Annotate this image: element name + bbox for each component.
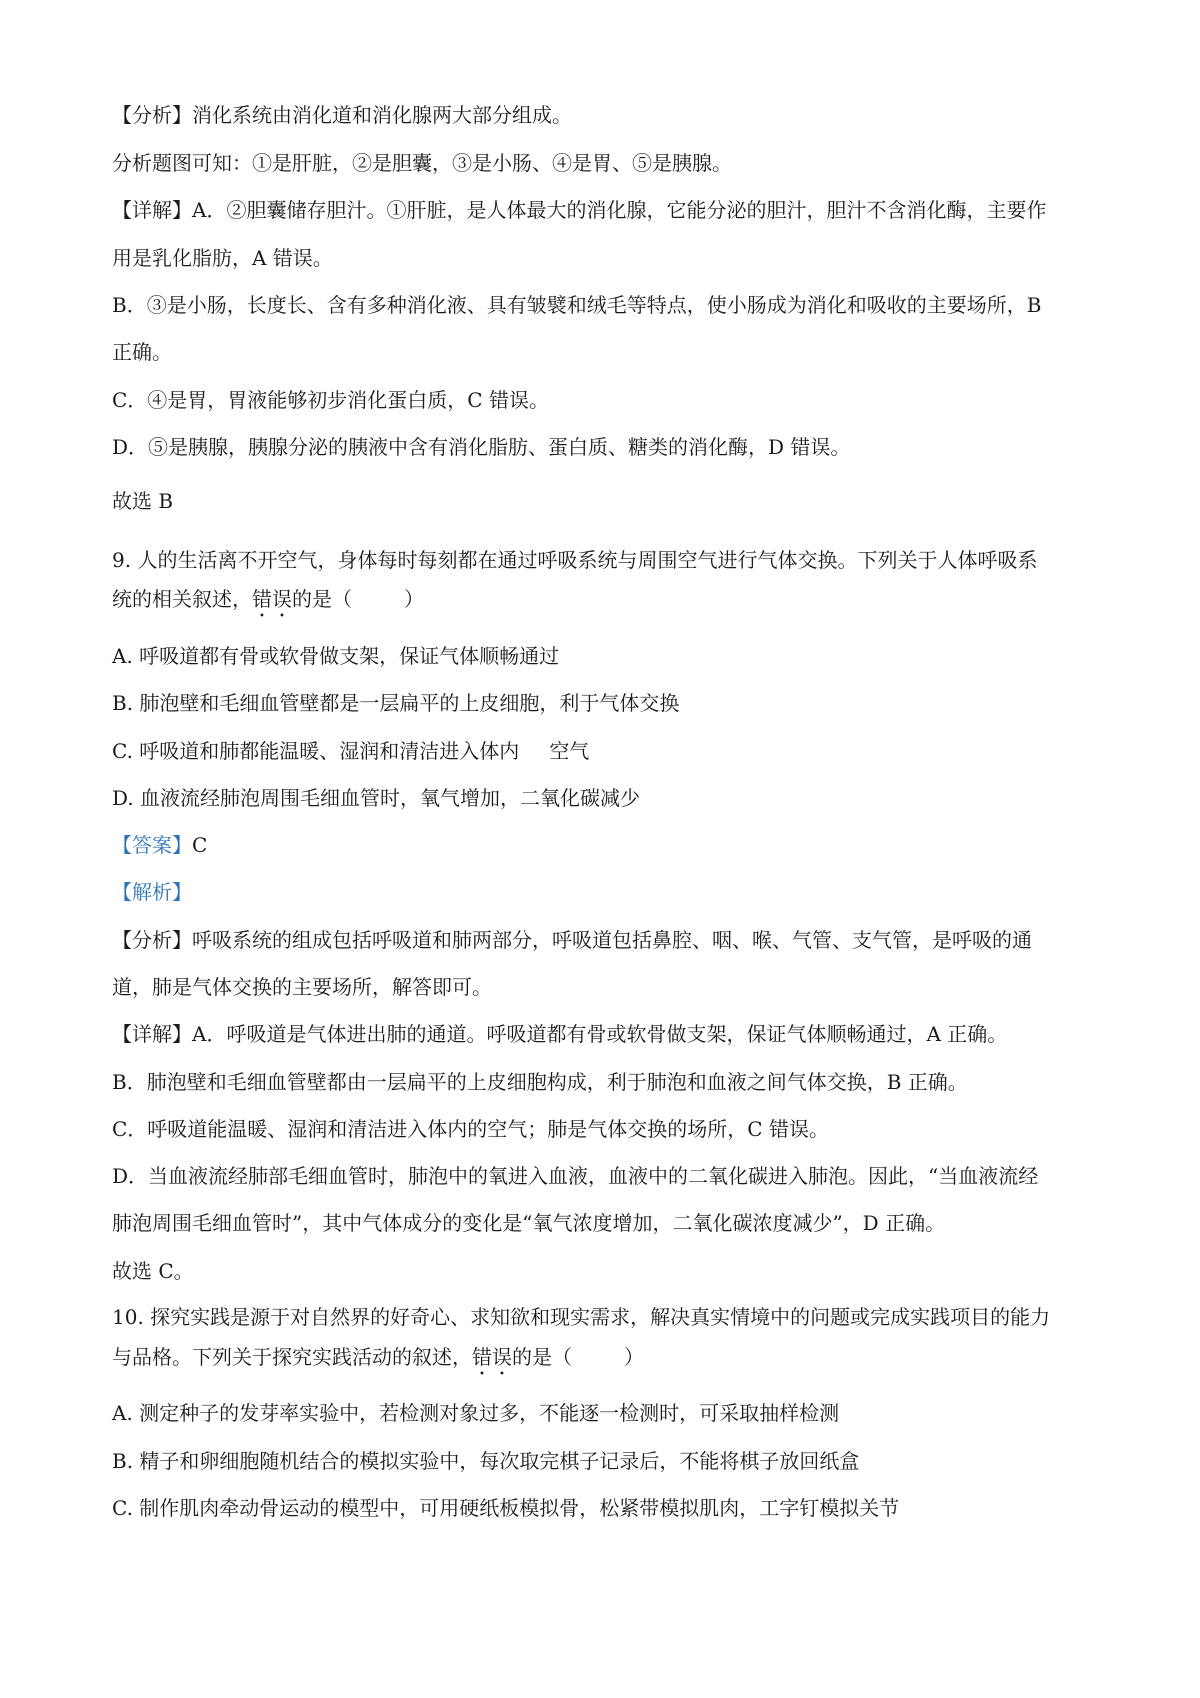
q8-detail-b-line2: 正确。 — [112, 340, 172, 364]
q9-option-c: C. 呼吸道和肺都能温暖、湿润和清洁进入体内 空气 — [112, 739, 590, 763]
q8-detail-a-line2: 用是乳化脂肪，A 错误。 — [112, 246, 333, 270]
q9-choice: 故选 C。 — [112, 1259, 194, 1283]
q9-stem-line2: 统的相关叙述，错误的是（ ） — [112, 587, 424, 611]
q9-answer: 【答案】C — [112, 833, 208, 857]
q8-detail-d: D．⑤是胰腺，胰腺分泌的胰液中含有消化脂肪、蛋白质、糖类的消化酶，D 错误。 — [112, 435, 851, 459]
answer-tag: 【答案】 — [112, 833, 192, 857]
q9-option-a: A. 呼吸道都有骨或软骨做支架，保证气体顺畅通过 — [112, 644, 560, 668]
q9-option-d: D. 血液流经肺泡周围毛细血管时，氧气增加，二氧化碳减少 — [112, 786, 641, 810]
emphasis-word: 错误 — [472, 1345, 512, 1369]
q9-detail-c: C．呼吸道能温暖、湿润和清洁进入体内的空气；肺是气体交换的场所，C 错误。 — [112, 1117, 829, 1141]
q9-analysis-line1: 【分析】呼吸系统的组成包括呼吸道和肺两部分，呼吸道包括鼻腔、咽、喉、气管、支气管，是呼吸的通 — [112, 928, 1032, 952]
q8-detail-c: C．④是胃，胃液能够初步消化蛋白质，C 错误。 — [112, 388, 549, 412]
emphasis-word: 错误 — [252, 587, 292, 611]
q9-detail-d-line2: 肺泡周围毛细血管时”，其中气体成分的变化是“氧气浓度增加，二氧化碳浓度减少”，D 正确。 — [112, 1211, 946, 1235]
q8-analysis: 【分析】消化系统由消化道和消化腺两大部分组成。 — [112, 103, 572, 127]
q10-option-b: B. 精子和卵细胞随机结合的模拟实验中，每次取完棋子记录后，不能将棋子放回纸盒 — [112, 1449, 860, 1473]
q10-option-a: A. 测定种子的发芽率实验中，若检测对象过多，不能逐一检测时，可采取抽样检测 — [112, 1401, 840, 1425]
q8-figure-note: 分析题图可知：①是肝脏，②是胆囊，③是小肠、④是胃、⑤是胰腺。 — [112, 151, 732, 175]
q9-jiexi-tag: 【解析】 — [112, 880, 192, 904]
q8-choice: 故选 B — [112, 489, 174, 513]
q10-stem-line2: 与品格。下列关于探究实践活动的叙述，错误的是（ ） — [112, 1345, 644, 1369]
q9-detail-b: B．肺泡壁和毛细血管壁都由一层扁平的上皮细胞构成，利于肺泡和血液之间气体交换，B 正确。 — [112, 1070, 968, 1094]
q9-detail-a: 【详解】A．呼吸道是气体进出肺的通道。呼吸道都有骨或软骨做支架，保证气体顺畅通过，A 正确。 — [112, 1022, 1008, 1046]
q10-stem-line1: 10. 探究实践是源于对自然界的好奇心、求知欲和现实需求，解决真实情境中的问题或完成实践项目的能力 — [112, 1305, 1051, 1329]
q8-detail-a-line1: 【详解】A．②胆囊储存胆汁。①肝脏，是人体最大的消化腺，它能分泌的胆汁，胆汁不含消化酶，主要作 — [112, 198, 1047, 222]
q9-option-b: B. 肺泡壁和毛细血管壁都是一层扁平的上皮细胞，利于气体交换 — [112, 691, 680, 715]
q10-option-c: C. 制作肌肉牵动骨运动的模型中，可用硬纸板模拟骨，松紧带模拟肌肉，工字钉模拟关节 — [112, 1496, 900, 1520]
q8-detail-b-line1: B．③是小肠，长度长、含有多种消化液、具有皱襞和绒毛等特点，使小肠成为消化和吸收的主要场所，B — [112, 293, 1042, 317]
q9-analysis-line2: 道，肺是气体交换的主要场所，解答即可。 — [112, 975, 492, 999]
q9-detail-d-line1: D．当血液流经肺部毛细血管时，肺泡中的氧进入血液，血液中的二氧化碳进入肺泡。因此，“当血液流经 — [112, 1164, 1039, 1188]
q9-stem-line1: 9. 人的生活离不开空气，身体每时每刻都在通过呼吸系统与周围空气进行气体交换。下列关于人体呼吸系 — [112, 548, 1038, 572]
